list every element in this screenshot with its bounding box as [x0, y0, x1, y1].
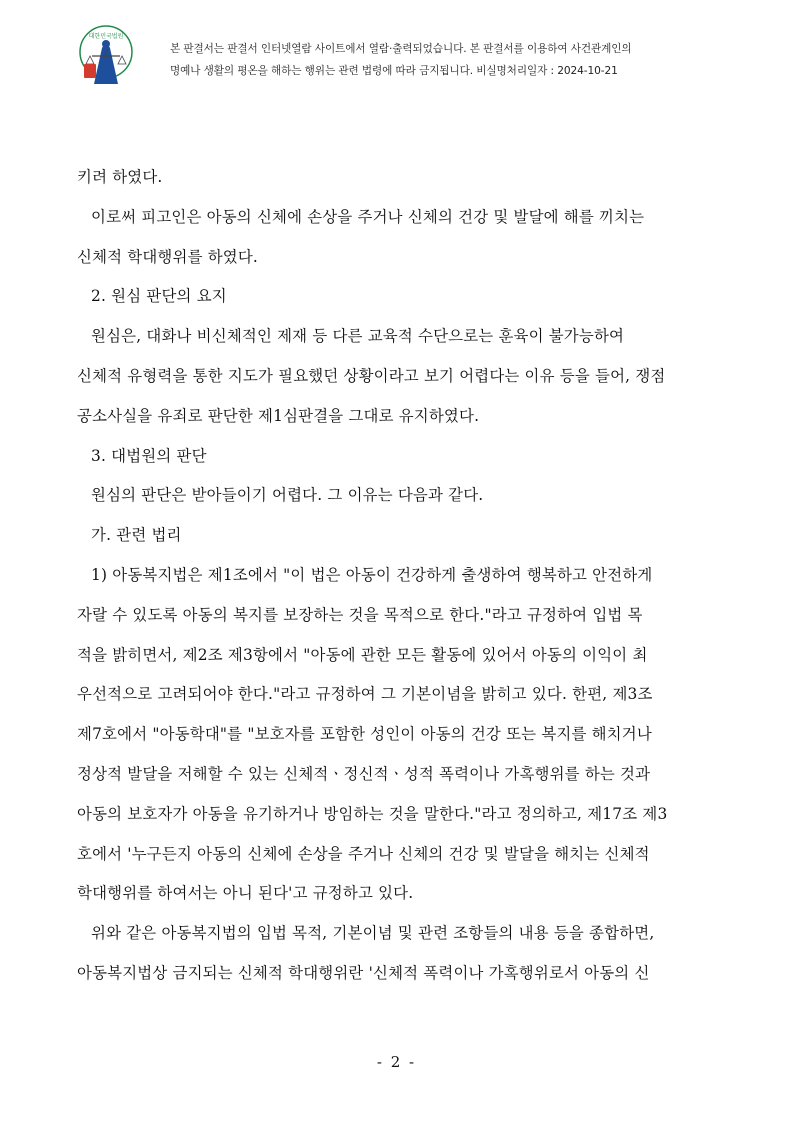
paragraph-line: 이로써 피고인은 아동의 신체에 손상을 주거나 신체의 건강 및 발달에 해를 끼치는	[91, 207, 645, 226]
paragraph-line: 자랄 수 있도록 아동의 복지를 보장하는 것을 목적으로 한다."라고 규정하여 입법 목	[77, 605, 643, 624]
notice-line-2: 명예나 생활의 평온을 해하는 행위는 관련 법령에 따라 금지됩니다. 비실명처리일자 : 2024-10-21	[170, 65, 618, 77]
paragraph-line: 아동복지법상 금지되는 신체적 학대행위란 '신체적 폭력이나 가혹행위로서 아동의 신	[77, 963, 650, 982]
paragraph-line: 우선적으로 고려되어야 한다."라고 규정하여 그 기본이념을 밝히고 있다. 한편, 제3조	[77, 685, 653, 704]
paragraph-line: 호에서 '누구든지 아동의 신체에 손상을 주거나 신체의 건강 및 발달을 해치는 신체적	[77, 844, 650, 863]
subsection-heading: 가. 관련 법리	[91, 526, 182, 545]
paragraph-line: 신체적 유형력을 통한 지도가 필요했던 상황이라고 보기 어렵다는 이유 등을 들어, 쟁점	[77, 366, 666, 385]
section-heading: 3. 대법원의 판단	[91, 446, 207, 465]
notice-line-1: 본 판결서는 판결서 인터넷열람 사이트에서 열람·출력되었습니다. 본 판결서를 이용하여 사건관계인의	[170, 43, 632, 55]
document-header	[72, 22, 732, 92]
viewing-notice	[170, 38, 740, 82]
paragraph-line: 제7호에서 "아동학대"를 "보호자를 포함한 성인이 아동의 건강 또는 복지를 해치거나	[77, 725, 652, 744]
paragraph-line: 원심의 판단은 받아들이기 어렵다. 그 이유는 다음과 같다.	[91, 486, 484, 505]
judgment-body	[77, 158, 717, 994]
page-number: - 2 -	[376, 1053, 417, 1071]
paragraph-line: 1) 아동복지법은 제1조에서 "이 법은 아동이 건강하게 출생하여 행복하고 안전하게	[91, 565, 653, 584]
paragraph-line: 공소사실을 유죄로 판단한 제1심판결을 그대로 유지하였다.	[77, 406, 480, 425]
paragraph-line: 정상적 발달을 저해할 수 있는 신체적ㆍ정신적ㆍ성적 폭력이나 가혹행위를 하는 것과	[77, 764, 651, 783]
paragraph-line: 학대행위를 하여서는 아니 된다'고 규정하고 있다.	[77, 884, 414, 903]
paragraph-line: 원심은, 대화나 비신체적인 제재 등 다른 교육적 수단으로는 훈육이 불가능하여	[91, 327, 625, 346]
logo-label: 대한민국법원	[88, 33, 124, 40]
paragraph-line: 위와 같은 아동복지법의 입법 목적, 기본이념 및 관련 조항들의 내용 등을 종합하면,	[91, 924, 655, 943]
section-heading: 2. 원심 판단의 요지	[91, 287, 227, 306]
court-emblem-logo	[72, 22, 164, 94]
paragraph-line: 아동의 보호자가 아동을 유기하거나 방임하는 것을 말한다."라고 정의하고, 제17조 제3	[77, 804, 668, 823]
paragraph-line: 적을 밝히면서, 제2조 제3항에서 "아동에 관한 모든 활동에 있어서 아동의 이익이 최	[77, 645, 648, 664]
paragraph-line: 신체적 학대행위를 하였다.	[77, 247, 259, 266]
paragraph-line: 키려 하였다.	[77, 168, 163, 186]
